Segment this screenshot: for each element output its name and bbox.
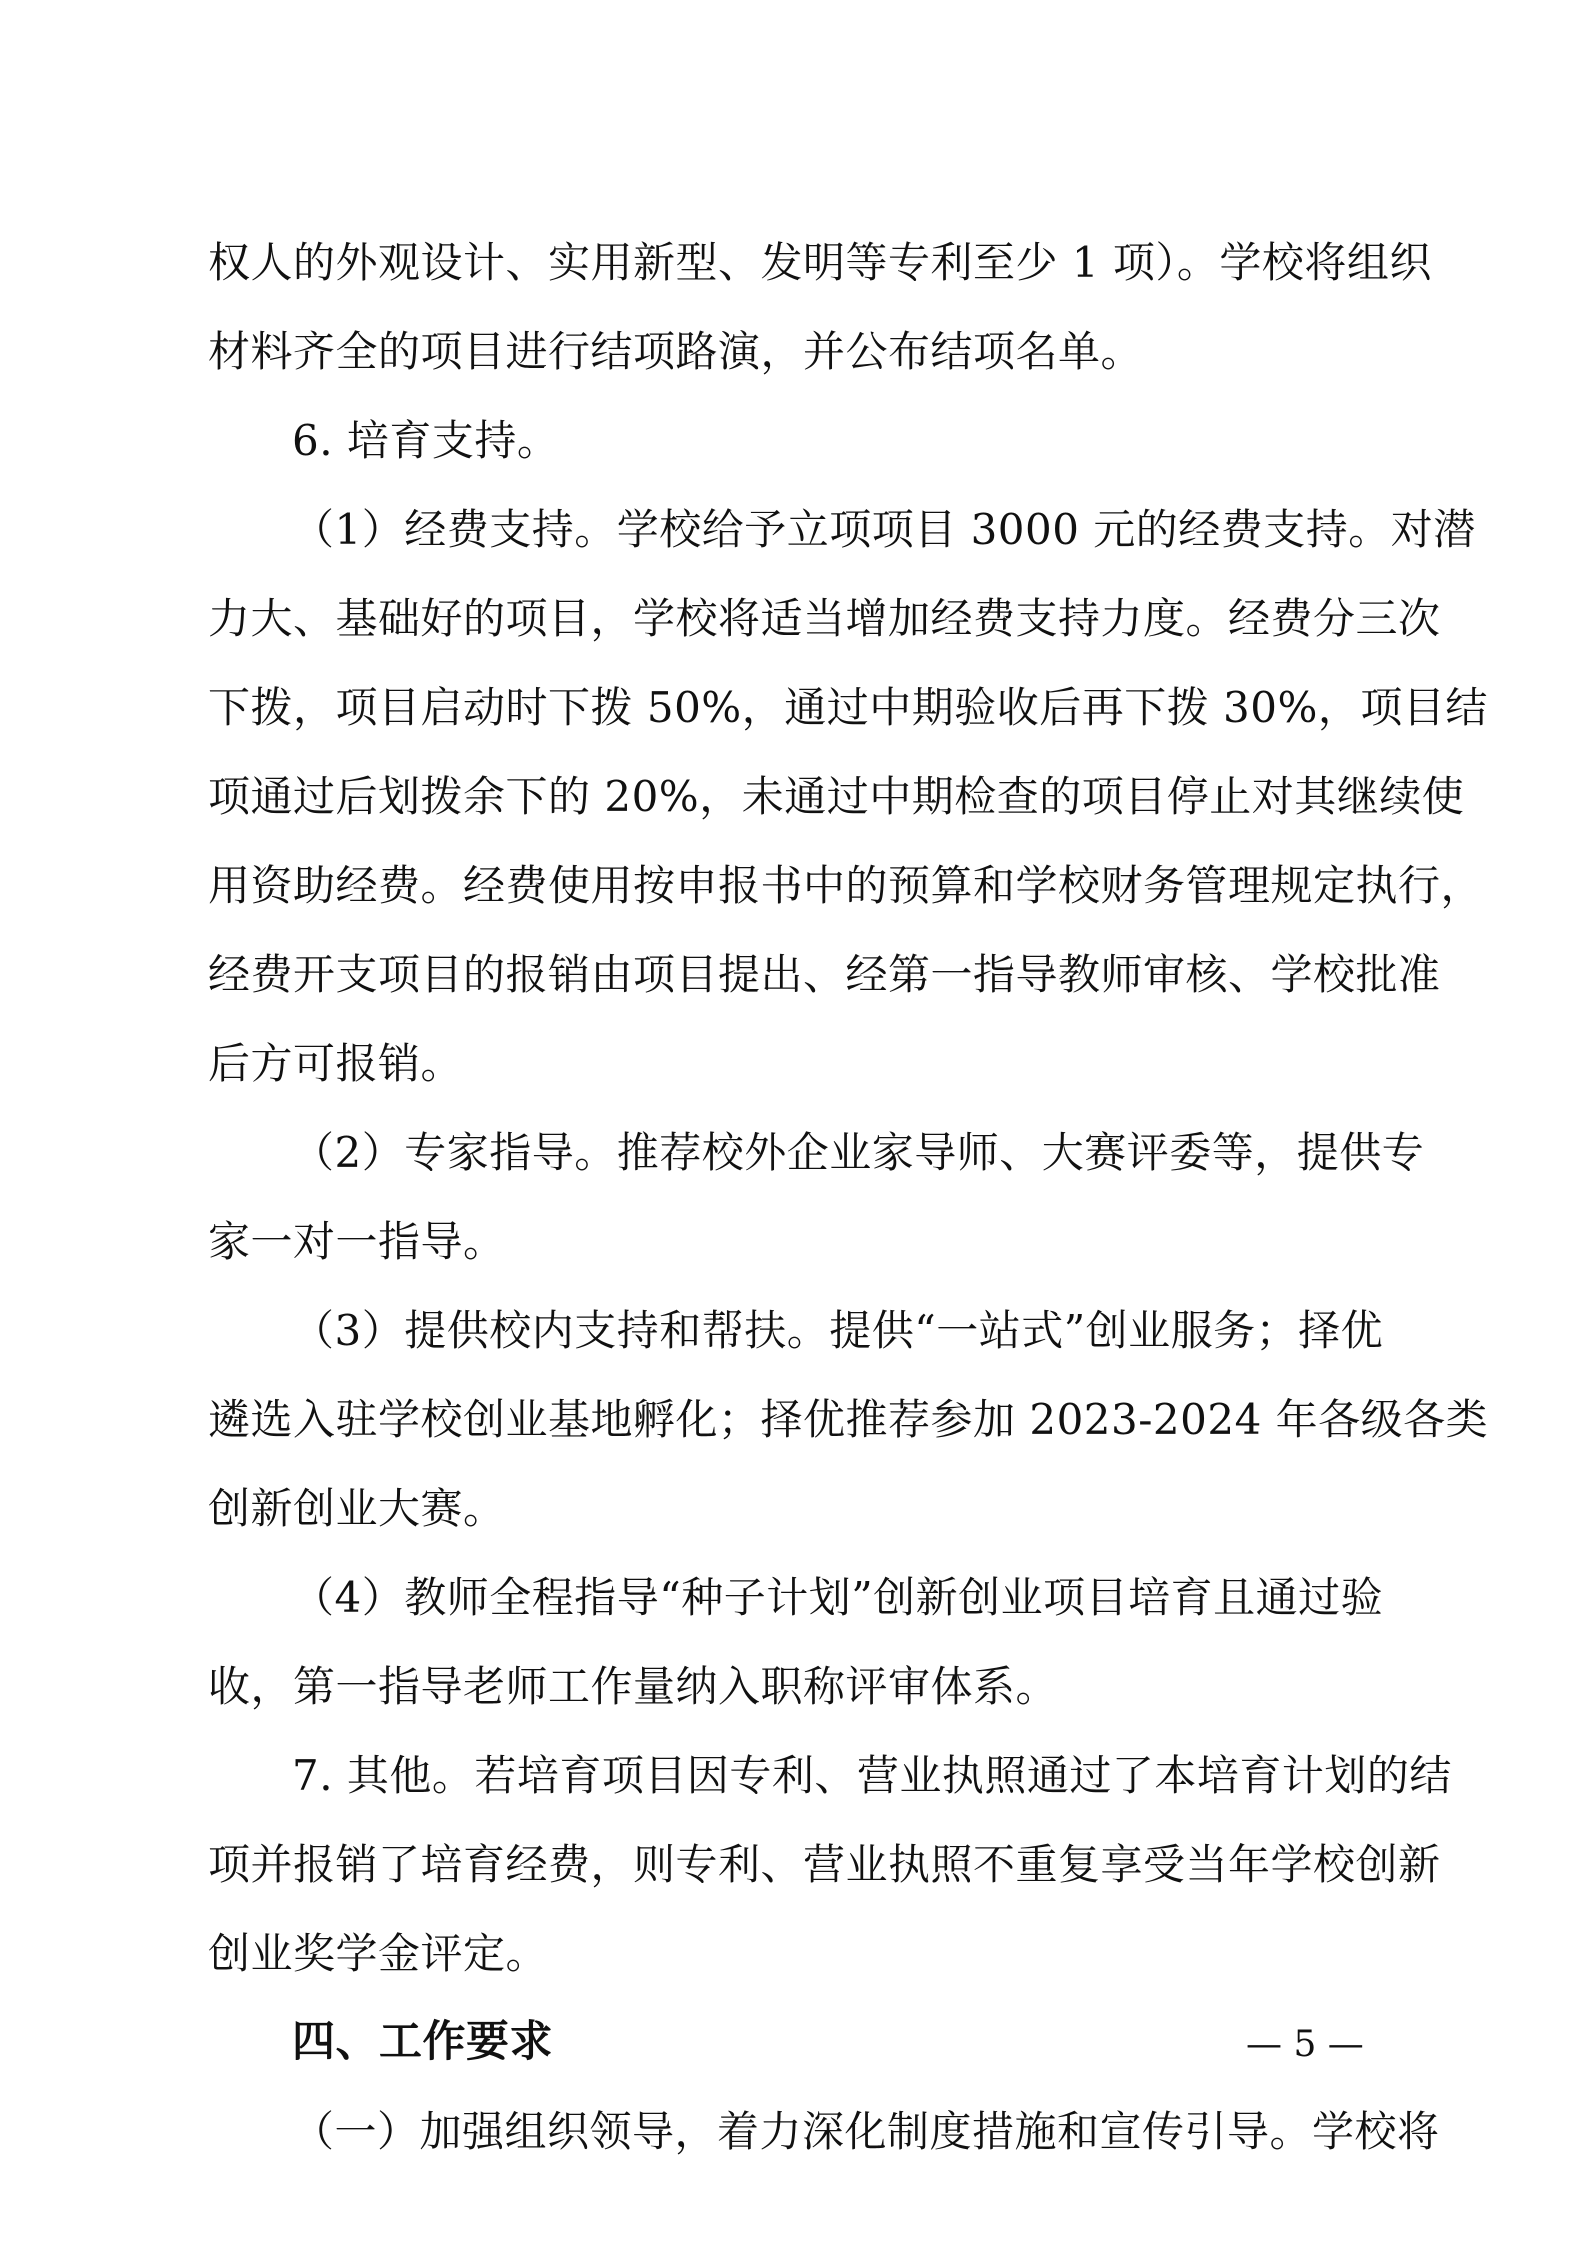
paragraph-line: （4）教师全程指导“种子计划”创新创业项目培育且通过验 — [292, 1573, 1384, 1622]
paragraph-line: （一）加强组织领导，着力深化制度措施和宣传引导。学校将 — [292, 2107, 1440, 2156]
paragraph-line: 遴选入驻学校创业基地孵化；择优推荐参加 2023-2024 年各级各类 — [208, 1395, 1489, 1444]
paragraph-line: 后方可报销。 — [208, 1039, 464, 1088]
paragraph-line: 力大、基础好的项目，学校将适当增加经费支持力度。经费分三次 — [208, 594, 1441, 643]
page-number: — 5 — — [1246, 2024, 1364, 2065]
section-heading-training-support: 6. 培育支持。 — [292, 416, 560, 465]
paragraph-line: 收，第一指导老师工作量纳入职称评审体系。 — [208, 1662, 1059, 1711]
paragraph-line: （3）提供校内支持和帮扶。提供“一站式”创业服务；择优 — [292, 1306, 1384, 1355]
paragraph-line: 经费开支项目的报销由项目提出、经第一指导教师审核、学校批准 — [208, 950, 1441, 999]
paragraph-line: 用资助经费。经费使用按申报书中的预算和学校财务管理规定执行， — [208, 861, 1484, 910]
paragraph-line: 项通过后划拨余下的 20%，未通过中期检查的项目停止对其继续使 — [208, 772, 1465, 821]
section-heading-work-requirements: 四、工作要求 — [292, 2017, 553, 2067]
body-text — [208, 218, 1489, 2176]
paragraph-line: 家一对一指导。 — [208, 1217, 506, 1266]
paragraph-line: （1）经费支持。学校给予立项项目 3000 元的经费支持。对潜 — [292, 505, 1476, 554]
paragraph-line: （2）专家指导。推荐校外企业家导师、大赛评委等，提供专 — [292, 1128, 1425, 1177]
paragraph-line: 权人的外观设计、实用新型、发明等专利至少 1 项）。学校将组织 — [208, 238, 1432, 287]
paragraph-line: 材料齐全的项目进行结项路演，并公布结项名单。 — [208, 327, 1144, 376]
paragraph-line: 创新创业大赛。 — [208, 1484, 506, 1533]
paragraph-line: 创业奖学金评定。 — [208, 1929, 549, 1978]
paragraph-line: 项并报销了培育经费，则专利、营业执照不重复享受当年学校创新 — [208, 1840, 1441, 1889]
paragraph-line: 下拨，项目启动时下拨 50%，通过中期验收后再下拨 30%，项目结 — [208, 683, 1488, 732]
section-heading-other: 7. 其他。若培育项目因专利、营业执照通过了本培育计划的结 — [292, 1751, 1452, 1800]
